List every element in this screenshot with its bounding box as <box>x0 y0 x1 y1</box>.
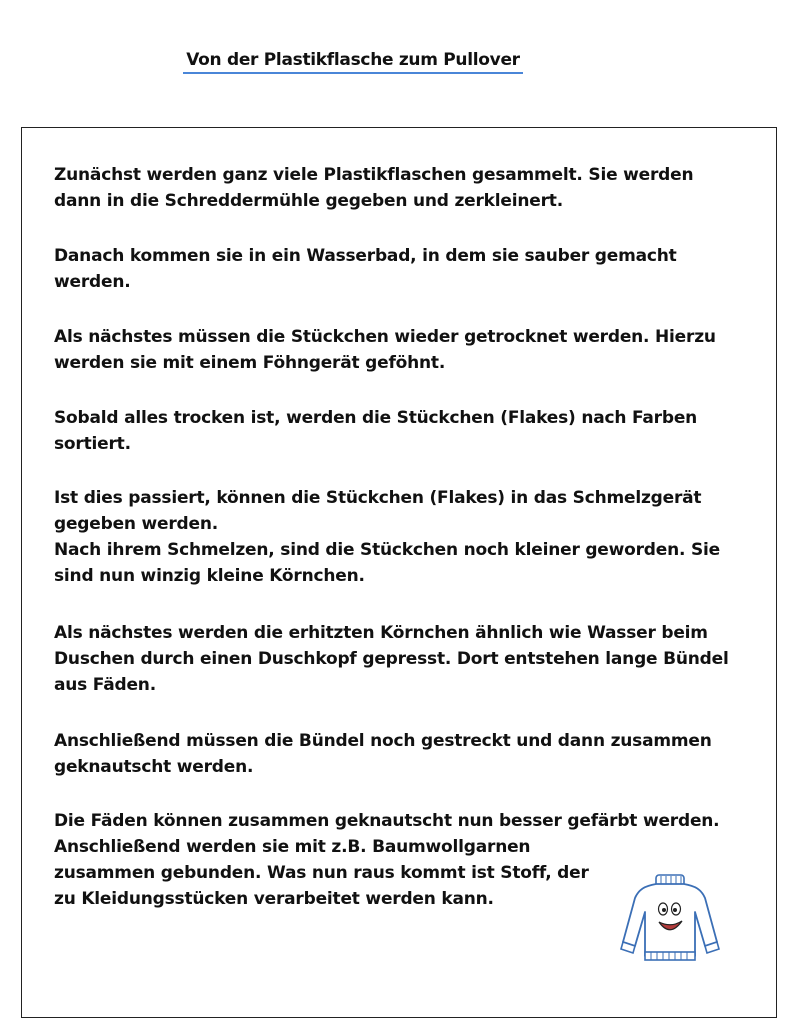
text-line: Danach kommen sie in ein Wasserbad, in dem sie sauber gemacht <box>54 246 677 266</box>
text-line: Ist dies passiert, können die Stückchen (Flakes) in das Schmelzgerät <box>54 488 702 508</box>
text-line: Sobald alles trocken ist, werden die Stückchen (Flakes) nach Farben <box>54 408 698 428</box>
title-underline <box>183 72 523 74</box>
paragraph-stretching <box>54 728 744 780</box>
text-line: zu Kleidungsstücken verarbeitet werden kann. <box>54 889 494 909</box>
paragraph-melting <box>54 485 744 589</box>
text-line: Duschen durch einen Duschkopf gepresst. Dort entstehen lange Bündel <box>54 649 729 669</box>
text-line: sortiert. <box>54 434 131 454</box>
text-line: Als nächstes müssen die Stückchen wieder getrocknet werden. Hierzu <box>54 327 716 347</box>
paragraph-collection <box>54 162 744 214</box>
page-title: Von der Plastikflasche zum Pullover <box>186 50 520 70</box>
paragraph-drying <box>54 324 744 376</box>
text-line: Anschließend werden sie mit z.B. Baumwollgarnen <box>54 837 531 857</box>
paragraph-spinning <box>54 620 744 698</box>
text-line: Nach ihrem Schmelzen, sind die Stückchen noch kleiner geworden. Sie <box>54 540 720 560</box>
smiling-sweater-icon <box>615 872 725 964</box>
text-line: Als nächstes werden die erhitzten Körnchen ähnlich wie Wasser beim <box>54 623 708 643</box>
text-line: Zunächst werden ganz viele Plastikflaschen gesammelt. Sie werden <box>54 165 694 185</box>
text-line: Anschließend müssen die Bündel noch gestreckt und dann zusammen <box>54 731 712 751</box>
text-line: dann in die Schreddermühle gegeben und zerkleinert. <box>54 191 563 211</box>
text-line: aus Fäden. <box>54 675 156 695</box>
text-line: sind nun winzig kleine Körnchen. <box>54 566 365 586</box>
text-line: Die Fäden können zusammen geknautscht nun besser gefärbt werden. <box>54 811 720 831</box>
text-line: gegeben werden. <box>54 514 218 534</box>
text-line: werden sie mit einem Föhngerät geföhnt. <box>54 353 446 373</box>
text-line: werden. <box>54 272 131 292</box>
text-line: zusammen gebunden. Was nun raus kommt ist Stoff, der <box>54 863 589 883</box>
text-line: geknautscht werden. <box>54 757 254 777</box>
paragraph-washing <box>54 243 744 295</box>
paragraph-sorting <box>54 405 744 457</box>
